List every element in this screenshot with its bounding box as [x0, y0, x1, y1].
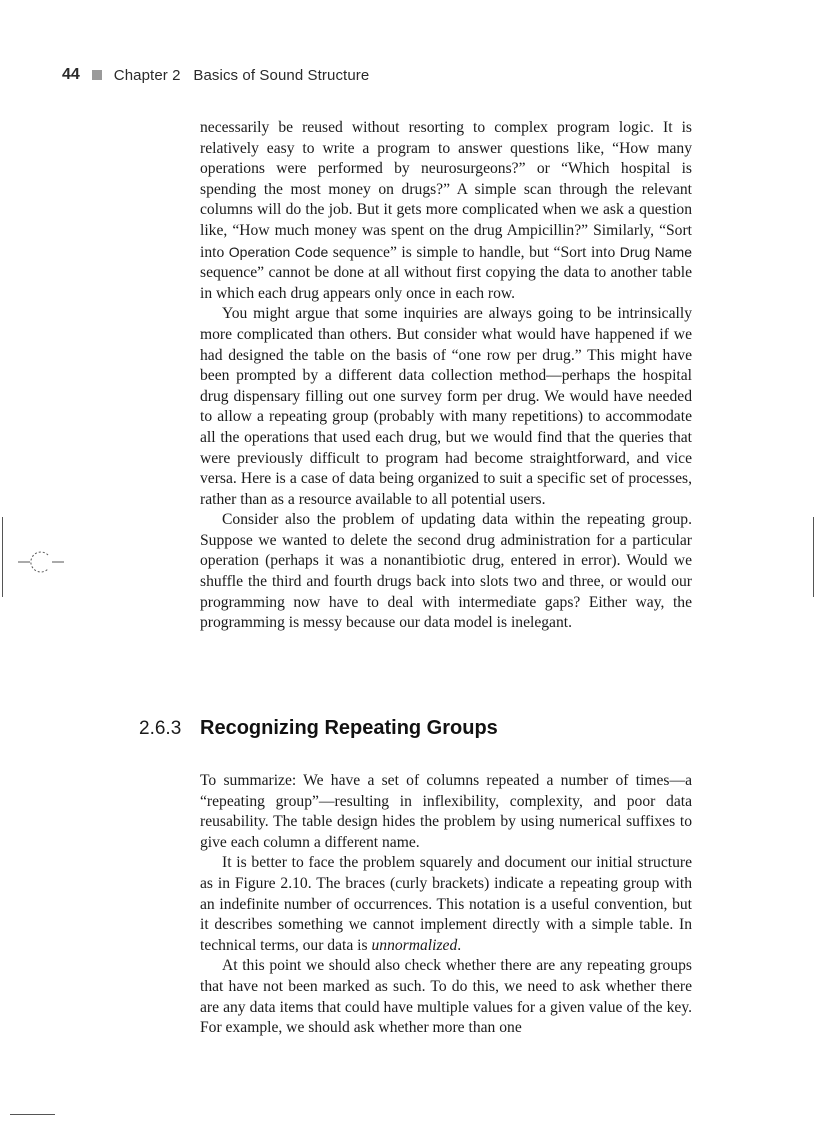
- crop-mark-left: [2, 517, 3, 597]
- paragraph-inquiries: You might argue that some inquiries are always going to be intrinsically more complicated than others. But consider what would have happened if we had designed the table on the basis of “one row per drug.” This might have been prompted by a different data collection method—perhaps the hospital drug dispensary filling out one survey form per drug. We would have needed to allow a repeating group (probably with many repetitions) to accommodate all the operations that used each drug, but we would find that the queries that were previously difficult to program had become straightforward, and vice versa. Here is a case of data being organized to suit a specific set of processes, rather than as a resource available to all potential users.: [200, 305, 692, 508]
- chapter-title: Chapter 2 Basics of Sound Structure: [113, 66, 370, 84]
- body-text-upper: [200, 118, 692, 634]
- square-icon: [92, 70, 102, 80]
- section-number: 2.6.3: [139, 718, 182, 739]
- paragraph-text: It is better to face the problem squarely and document our initial structure as in Figure 2.10. The braces (curly brackets) indicate a repeating group with an indefinite number of occurrences. This notation is a useful convention, but it describes something we cannot implement directly with a simple table. In technical terms, our data is: [200, 854, 692, 954]
- paragraph-text: necessarily be reused without resorting to complex program logic. It is relatively easy to write a program to answer questions like, “How many operations were performed by neurosurgeons?” or “Which hospital is spending the most money on drugs?” A simple scan through the relevant columns will do the job. But it gets more complicated when we ask a question like, “How much money was spent on the drug Ampicillin?” Similarly, “Sort into: [200, 119, 692, 261]
- body-text-lower: [200, 771, 692, 1039]
- registration-mark-icon: [18, 550, 64, 574]
- paragraph-summary: To summarize: We have a set of columns repeated a number of times—a “repeating group”—resulting in inflexibility, complexity, and poor data reusability. The table design hides the problem by using numerical suffixes to give each column a different name.: [200, 772, 692, 851]
- paragraph-text: sequence” cannot be done at all without first copying the data to another table in which each drug appears only once in each row.: [200, 264, 692, 302]
- paragraph-continued: [200, 118, 692, 304]
- unnormalized-term: unnormalized: [371, 936, 458, 954]
- paragraph-text: sequence” is simple to handle, but “Sort into: [328, 243, 620, 261]
- page-number: 44: [62, 66, 80, 83]
- section-title: Recognizing Repeating Groups: [200, 717, 498, 739]
- operation-code-term: Operation Code: [228, 243, 329, 260]
- crop-mark-bottom: [10, 1114, 55, 1115]
- paragraph-figure-reference: [200, 853, 692, 956]
- paragraph-check-groups: At this point we should also check whether there are any repeating groups that have not been marked as such. To do this, we need to ask whether there are any data items that could have multiple values for a given value of the key. For example, we should ask whether more than one: [200, 957, 692, 1037]
- drug-name-term: Drug Name: [619, 243, 692, 260]
- crop-mark-right: [813, 517, 814, 597]
- section-heading: [139, 717, 498, 740]
- running-head: [62, 64, 369, 86]
- paragraph-updating: Consider also the problem of updating data within the repeating group. Suppose we wanted to delete the second drug administration for a particular operation (perhaps it was a nonantibiotic drug, entered in error). Would we shuffle the third and fourth drugs back into slots two and three, or would our programming now have to deal with intermediate gaps? Either way, the programming is messy because our data model is inelegant.: [200, 511, 692, 632]
- paragraph-text: .: [457, 936, 462, 954]
